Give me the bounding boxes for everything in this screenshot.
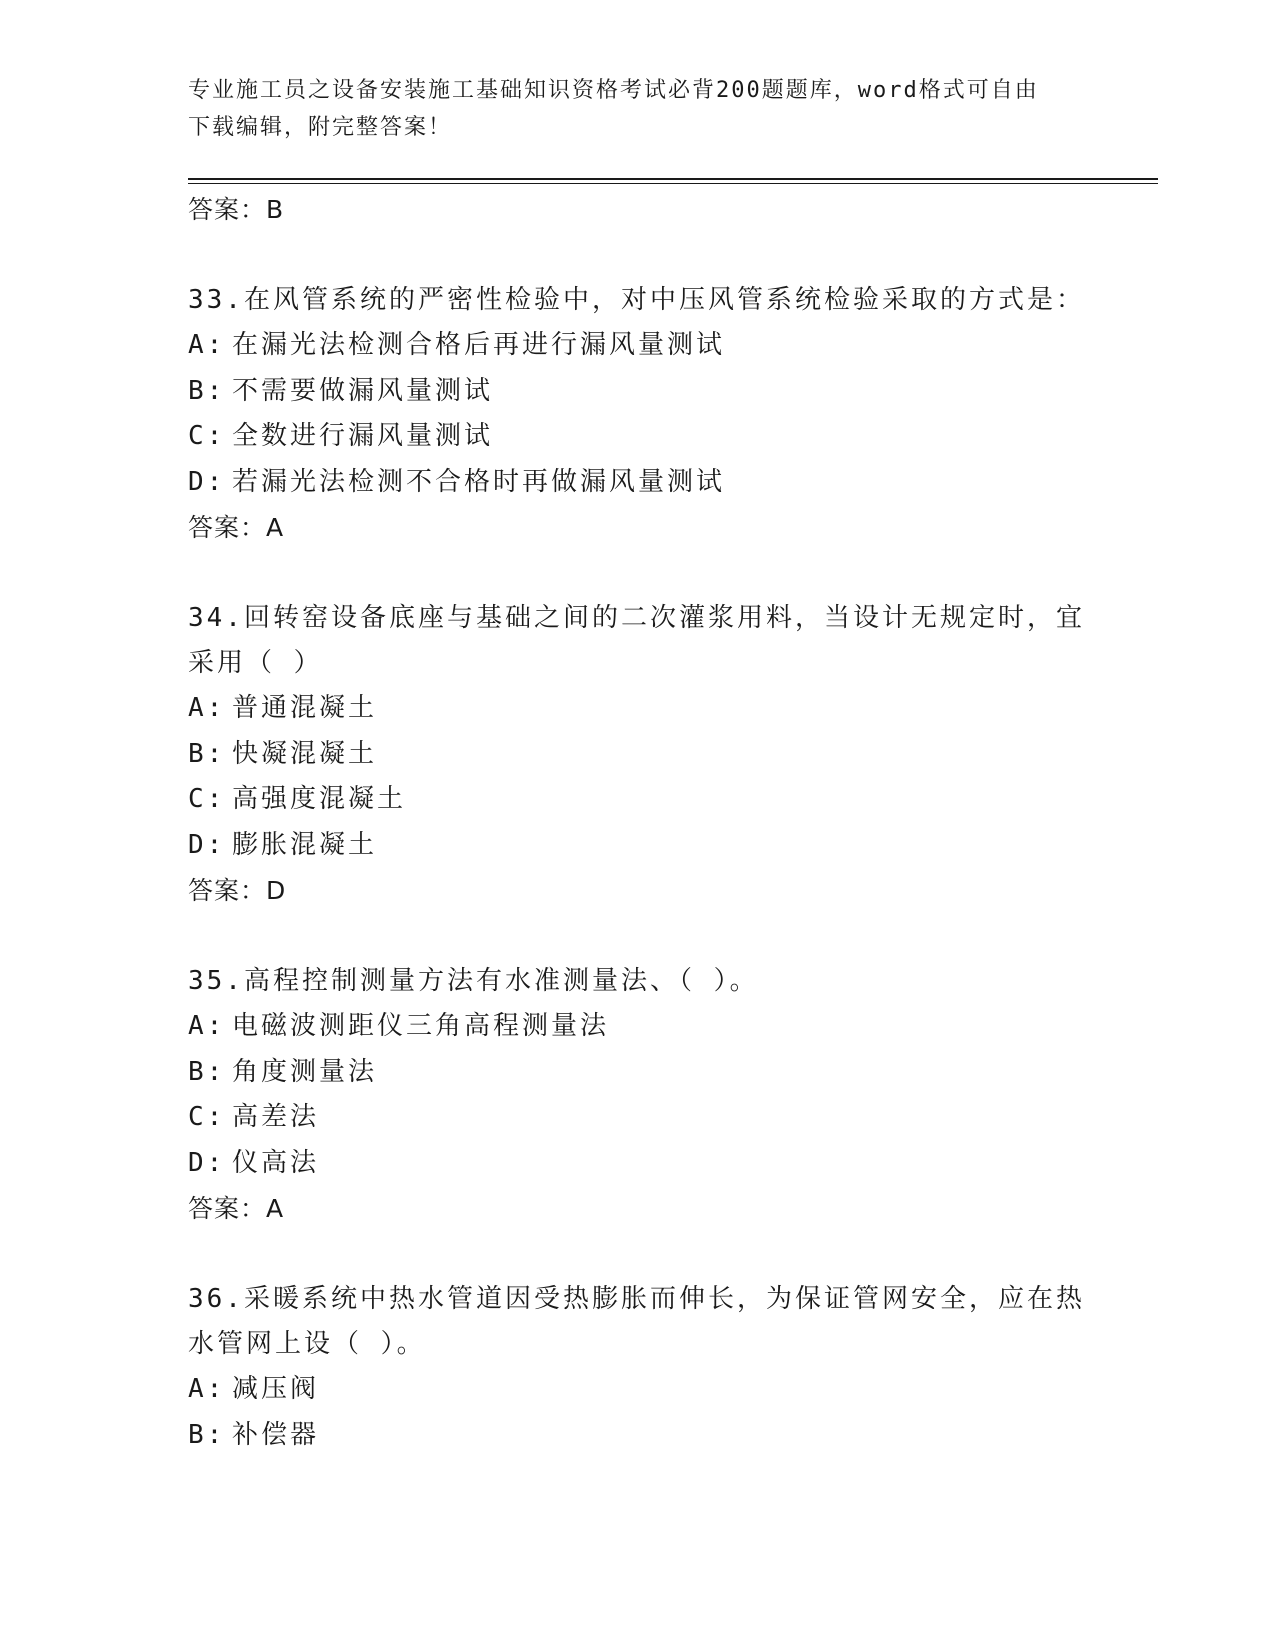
question-33: [188, 278, 1088, 551]
question-stem-line: 34.回转窑设备底座与基础之间的二次灌浆用料，当设计无规定时，宜: [188, 603, 1085, 633]
option-b: [188, 369, 1088, 415]
option-letter: A:: [188, 1374, 226, 1404]
option-letter: B:: [188, 738, 226, 769]
option-letter: D:: [188, 466, 226, 497]
option-text: 减压阀: [232, 1374, 320, 1404]
question-stem-line: 36.采暖系统中热水管道因受热膨胀而伸长，为保证管网安全，应在热: [188, 1284, 1085, 1314]
option-text: 角度测量法: [232, 1056, 378, 1087]
option-text: 普通混凝土: [232, 693, 378, 723]
question-36: [188, 1277, 1088, 1458]
question-35: [188, 959, 1088, 1232]
header-divider-thick: [188, 178, 1158, 180]
question-stem-line: 水管网上设（ ）。: [188, 1329, 426, 1359]
option-text: 仪高法: [232, 1147, 320, 1178]
option-a: [188, 1367, 1088, 1413]
question-stem: [188, 278, 1088, 323]
question-stem-line: 采用（ ）: [188, 648, 323, 678]
question-34: [188, 596, 1088, 914]
option-text: 不需要做漏风量测试: [232, 375, 494, 406]
option-d: [188, 460, 1088, 506]
option-text: 补偿器: [232, 1419, 320, 1450]
option-text: 快凝混凝土: [232, 738, 378, 769]
option-text: 全数进行漏风量测试: [232, 421, 494, 451]
document-header: [188, 72, 1088, 146]
question-stem-line: 33.在风管系统的严密性检验中，对中压风管系统检验采取的方式是：: [188, 285, 1085, 315]
answer-line: 答案：A: [188, 1194, 285, 1223]
header-line-2: 下载编辑，附完整答案！: [188, 115, 453, 140]
option-letter: C:: [188, 421, 226, 451]
option-text: 电磁波测距仪三角高程测量法: [232, 1011, 610, 1041]
option-letter: B:: [188, 1419, 226, 1450]
option-letter: D:: [188, 829, 226, 860]
option-c: [188, 777, 1088, 823]
option-letter: C:: [188, 1102, 226, 1132]
header-divider-thin: [188, 183, 1158, 184]
question-stem: [188, 596, 1088, 686]
option-a: [188, 323, 1088, 369]
option-c: [188, 414, 1088, 460]
option-text: 高差法: [232, 1102, 320, 1132]
option-letter: A:: [188, 693, 226, 723]
option-letter: B:: [188, 375, 226, 406]
question-stem-line: 35.高程控制测量方法有水准测量法、（ ）。: [188, 966, 759, 996]
option-b: [188, 1413, 1088, 1459]
option-letter: A:: [188, 330, 226, 360]
option-text: 高强度混凝土: [232, 784, 407, 814]
option-letter: B:: [188, 1056, 226, 1087]
document-body: [188, 187, 1088, 1458]
answer-line: 答案：D: [188, 876, 287, 905]
option-b: [188, 732, 1088, 778]
option-d: [188, 823, 1088, 869]
option-d: [188, 1141, 1088, 1187]
option-text: 膨胀混凝土: [232, 829, 378, 860]
option-a: [188, 1004, 1088, 1050]
option-letter: A:: [188, 1011, 226, 1041]
option-text: 若漏光法检测不合格时再做漏风量测试: [232, 466, 726, 497]
option-c: [188, 1095, 1088, 1141]
option-letter: D:: [188, 1147, 226, 1178]
option-text: 在漏光法检测合格后再进行漏风量测试: [232, 330, 726, 360]
previous-answer: 答案：B: [188, 195, 285, 224]
question-stem: [188, 1277, 1088, 1367]
answer-line: 答案：A: [188, 513, 285, 542]
option-a: [188, 686, 1088, 732]
option-letter: C:: [188, 784, 226, 814]
question-stem: [188, 959, 1088, 1004]
header-line-1: 专业施工员之设备安装施工基础知识资格考试必背200题题库，word格式可自由: [188, 78, 1039, 103]
option-b: [188, 1050, 1088, 1096]
